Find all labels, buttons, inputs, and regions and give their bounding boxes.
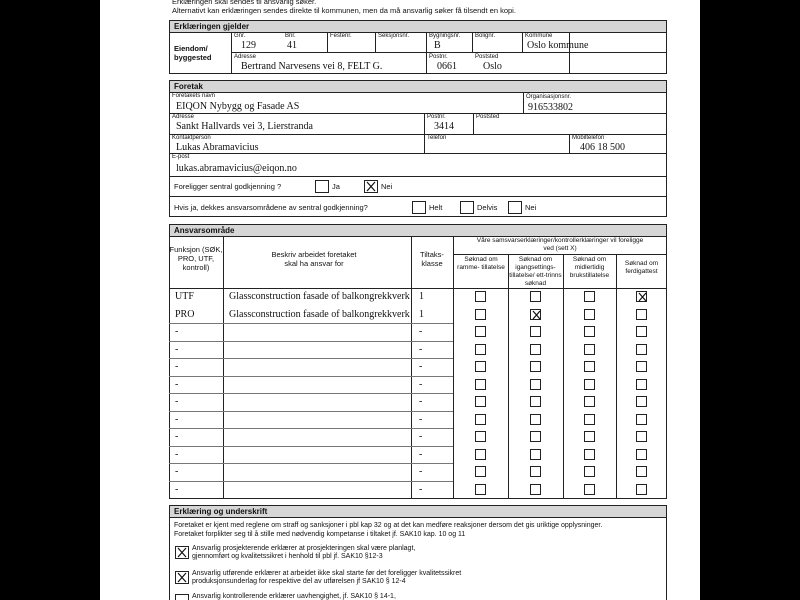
row-ramme-checkbox[interactable] — [475, 326, 486, 337]
row-igang-checkbox[interactable] — [530, 361, 541, 372]
erklaering-title: Erklæring og underskrift — [170, 506, 666, 518]
foretak-title: Foretak — [170, 81, 666, 93]
row-ferdig-checkbox[interactable] — [636, 431, 647, 442]
row-funksjon: - — [175, 483, 179, 495]
row-igang-checkbox[interactable] — [530, 326, 541, 337]
dekkes-delvis-label: Delvis — [477, 203, 498, 212]
row-funksjon: - — [175, 466, 179, 477]
kontakt-value: Lukas Abramavicius — [176, 142, 259, 153]
row-ferdig-checkbox[interactable] — [636, 309, 647, 320]
row-klasse: - — [419, 431, 423, 442]
poststed-value: Oslo — [483, 61, 502, 72]
note-line-1: Erklæringen skal sendes til ansvarlig søker. — [172, 0, 317, 6]
dekkes-helt-label: Helt — [429, 203, 443, 212]
row-klasse: - — [419, 343, 423, 355]
row-funksjon: - — [175, 413, 179, 425]
kommune-value: Oslo kommune — [527, 40, 589, 51]
row-igang-checkbox[interactable] — [530, 466, 541, 477]
row-ferdig-checkbox[interactable] — [636, 326, 647, 337]
row-funksjon: PRO — [175, 308, 195, 320]
dekkes-nei-checkbox[interactable] — [508, 201, 522, 214]
row-ramme-checkbox[interactable] — [475, 344, 486, 355]
row-klasse: - — [419, 396, 423, 407]
row-ferdig-checkbox[interactable] — [636, 449, 647, 460]
row-midl-checkbox[interactable] — [584, 414, 595, 425]
row-klasse: - — [419, 466, 423, 477]
col-ramme-header: Søknad om ramme- tillatelse — [457, 256, 505, 271]
row-ramme-checkbox[interactable] — [475, 291, 486, 302]
erklaering-para-1: Foretaket er kjent med reglene om straff og sanksjoner i pbl kap 32 og at det kan medføre reaksjoner dersom det gis uriktige opplysninger. — [174, 522, 603, 529]
table-row — [169, 428, 667, 446]
poststed-label: Poststed — [475, 54, 499, 60]
row-klasse: - — [419, 326, 423, 337]
check-x-icon — [637, 292, 649, 303]
row-midl-checkbox[interactable] — [584, 344, 595, 355]
table-row — [169, 481, 667, 499]
row-midl-checkbox[interactable] — [584, 396, 595, 407]
row-klasse: - — [419, 448, 423, 460]
bnr-label: Bnr. — [285, 33, 296, 39]
row-midl-checkbox[interactable] — [584, 484, 595, 495]
erklaering-item-line-2: gjennomført og kvalitetssikret i henhold til pbl jf. SAK10 §12-3 — [192, 553, 383, 560]
foretak-poststed-label: Poststed — [476, 114, 500, 120]
bolignr-label: Bolignr. — [475, 33, 496, 39]
note-line-2: Alternativt kan erklæringen sendes direkte til kommunen, men da må ansvarlig søker få tilsendt en kopi. — [172, 6, 516, 15]
col-midl-header: Søknad om midlertidig brukstillatelse — [569, 256, 610, 279]
row-funksjon: - — [175, 343, 179, 355]
row-igang-checkbox[interactable] — [530, 309, 541, 320]
festenr-label: Festenr. — [330, 33, 352, 39]
foretak-adresse-label: Adresse — [172, 114, 195, 120]
row-beskriv: Glassconstruction fasade of balkongrekkverk — [229, 308, 410, 320]
kommune-label: Kommune — [525, 33, 553, 39]
row-klasse: - — [419, 378, 423, 390]
row-ferdig-checkbox[interactable] — [636, 484, 647, 495]
postnr-value: 0661 — [437, 61, 457, 72]
row-midl-checkbox[interactable] — [584, 466, 595, 477]
erklaering-item-line-1: Ansvarlig prosjekterende erklærer at prosjekteringen skal være planlagt, — [192, 545, 416, 552]
row-klasse: 1 — [419, 308, 424, 320]
row-ramme-checkbox[interactable] — [475, 379, 486, 390]
gnr-label: Gnr. — [234, 33, 246, 39]
gjelder-grid — [169, 32, 667, 74]
table-row — [169, 306, 667, 324]
epost-label: E-post — [172, 154, 190, 160]
row-midl-checkbox[interactable] — [584, 379, 595, 390]
row-ramme-checkbox[interactable] — [475, 396, 486, 407]
row-funksjon: - — [175, 378, 179, 390]
bygningsnr-label: Bygningsnr. — [429, 33, 461, 39]
row-ferdig-checkbox[interactable] — [636, 414, 647, 425]
seksjonsnr-label: Seksjonsnr. — [378, 33, 410, 39]
check-x-icon — [365, 181, 377, 192]
dekkes-nei-label: Nei — [525, 203, 537, 212]
col-funksjon-header: Funksjon (SØK, PRO, UTF, kontroll) — [169, 245, 223, 272]
row-funksjon: - — [175, 326, 179, 337]
adresse-label: Adresse — [234, 54, 257, 60]
row-ramme-checkbox[interactable] — [475, 449, 486, 460]
row-klasse: - — [419, 361, 423, 372]
row-ramme-checkbox[interactable] — [475, 361, 486, 372]
row-igang-checkbox[interactable] — [530, 414, 541, 425]
table-row — [169, 341, 667, 359]
col-klasse-header: Tiltaks- klasse — [420, 250, 444, 268]
bygningsnr-value: B — [434, 40, 441, 51]
row-ferdig-checkbox[interactable] — [636, 379, 647, 390]
eiendom-label: Eiendom/ byggested — [174, 44, 212, 62]
dekkes-delvis-checkbox[interactable] — [460, 201, 474, 214]
row-ferdig-checkbox[interactable] — [636, 361, 647, 372]
dekkes-question: Hvis ja, dekkes ansvarsområdene av sentral godkjenning? — [174, 203, 368, 212]
foretak-postnr-value: 3414 — [434, 121, 454, 132]
row-midl-checkbox[interactable] — [584, 291, 595, 302]
row-ferdig-checkbox[interactable] — [636, 466, 647, 477]
telefon-label: Telefon — [427, 135, 447, 141]
col-ferdig-header: Søknad om ferdigattest — [624, 260, 659, 275]
foretak-navn-value: EIQON Nybygg og Fasade AS — [176, 101, 300, 112]
foretak-adresse-value: Sankt Hallvards vei 3, Lierstranda — [176, 121, 313, 132]
row-igang-checkbox[interactable] — [530, 344, 541, 355]
sentral-nei-label: Nei — [381, 182, 393, 191]
row-igang-checkbox[interactable] — [530, 291, 541, 302]
erklaering-checkbox[interactable] — [175, 594, 189, 600]
erklaering-para-2: Foretaket forplikter seg til å stille med nødvendig kompetanse i tiltaket jf. SAK10 kap. 10 og 11 — [174, 531, 466, 538]
erklaering-item-line-1: Ansvarlig kontrollerende erklærer uavhengighet, jf. SAK10 § 14-1, — [192, 593, 396, 600]
row-ramme-checkbox[interactable] — [475, 431, 486, 442]
check-x-icon — [176, 572, 188, 583]
mobil-label: Mobiltelefon — [572, 135, 605, 141]
row-ramme-checkbox[interactable] — [475, 466, 486, 477]
row-ferdig-checkbox[interactable] — [636, 344, 647, 355]
ansvar-title: Ansvarsområde — [170, 225, 666, 237]
col-beskriv-header: Beskriv arbeidet foretaket skal ha ansvar for — [271, 250, 357, 268]
kontakt-label: Kontaktperson — [172, 135, 211, 141]
row-klasse: - — [419, 413, 423, 425]
check-x-icon — [531, 310, 543, 321]
row-klasse: 1 — [419, 291, 424, 302]
table-row — [169, 288, 667, 306]
table-row — [169, 411, 667, 429]
form-page — [100, 0, 700, 600]
table-row — [169, 323, 667, 341]
erklaering-item-line-2: produksjonsunderlag for respektive del av utførelsen jf SAK10 § 12-4 — [192, 578, 406, 585]
row-funksjon: - — [175, 396, 179, 407]
gjelder-title: Erklæringen gjelder — [170, 21, 666, 33]
row-igang-checkbox[interactable] — [530, 484, 541, 495]
row-ramme-checkbox[interactable] — [475, 484, 486, 495]
erklaering-item-line-1: Ansvarlig utførende erklærer at arbeidet ikke skal starte før det foreligger kvalitetssikret — [192, 570, 462, 577]
col-igang-header: Søknad om igangsettings- tillatelse/ ett-trinns søknad — [509, 256, 562, 287]
orgnr-label: Organisasjonsnr. — [526, 94, 572, 100]
row-midl-checkbox[interactable] — [584, 449, 595, 460]
sentral-ja-checkbox[interactable] — [315, 180, 329, 193]
sentral-nei-checkbox[interactable] — [364, 180, 378, 193]
epost-value: lukas.abramavicius@eiqon.no — [176, 163, 297, 174]
row-funksjon: UTF — [175, 291, 194, 302]
sentral-question: Foreligger sentral godkjenning ? — [174, 182, 282, 191]
dekkes-helt-checkbox[interactable] — [412, 201, 426, 214]
row-funksjon: - — [175, 448, 179, 460]
row-ramme-checkbox[interactable] — [475, 414, 486, 425]
sentral-ja-label: Ja — [332, 182, 340, 191]
mobil-value: 406 18 500 — [580, 142, 625, 153]
table-row — [169, 446, 667, 464]
foretak-navn-label: Foretakets navn — [172, 93, 216, 99]
row-igang-checkbox[interactable] — [530, 449, 541, 460]
row-igang-checkbox[interactable] — [530, 379, 541, 390]
bnr-value: 41 — [287, 40, 297, 51]
row-igang-checkbox[interactable] — [530, 396, 541, 407]
orgnr-value: 916533802 — [528, 102, 573, 113]
row-midl-checkbox[interactable] — [584, 431, 595, 442]
ansvar-table — [169, 236, 667, 499]
row-funksjon: - — [175, 431, 179, 442]
row-ramme-checkbox[interactable] — [475, 309, 486, 320]
col-group-header: Våre samsvarserklæringer/kontrollerklæringer vil foreligge ved (sett X) — [476, 237, 644, 252]
row-igang-checkbox[interactable] — [530, 431, 541, 442]
table-row — [169, 393, 667, 411]
row-funksjon: - — [175, 361, 179, 372]
check-x-icon — [176, 547, 188, 558]
row-ferdig-checkbox[interactable] — [636, 396, 647, 407]
erklaering-checkbox[interactable] — [175, 571, 189, 584]
row-klasse: - — [419, 483, 423, 495]
row-midl-checkbox[interactable] — [584, 361, 595, 372]
row-beskriv: Glassconstruction fasade of balkongrekkverk — [229, 291, 410, 302]
row-midl-checkbox[interactable] — [584, 309, 595, 320]
adresse-value: Bertrand Narvesens vei 8, FELT G. — [241, 61, 383, 72]
foretak-grid — [169, 92, 667, 217]
postnr-label: Postnr. — [429, 54, 448, 60]
row-ferdig-checkbox[interactable] — [636, 291, 647, 302]
gnr-value: 129 — [241, 40, 256, 51]
foretak-postnr-label: Postnr. — [427, 114, 446, 120]
table-row — [169, 376, 667, 394]
row-midl-checkbox[interactable] — [584, 326, 595, 337]
table-row — [169, 463, 667, 481]
erklaering-checkbox[interactable] — [175, 546, 189, 559]
table-row — [169, 358, 667, 376]
